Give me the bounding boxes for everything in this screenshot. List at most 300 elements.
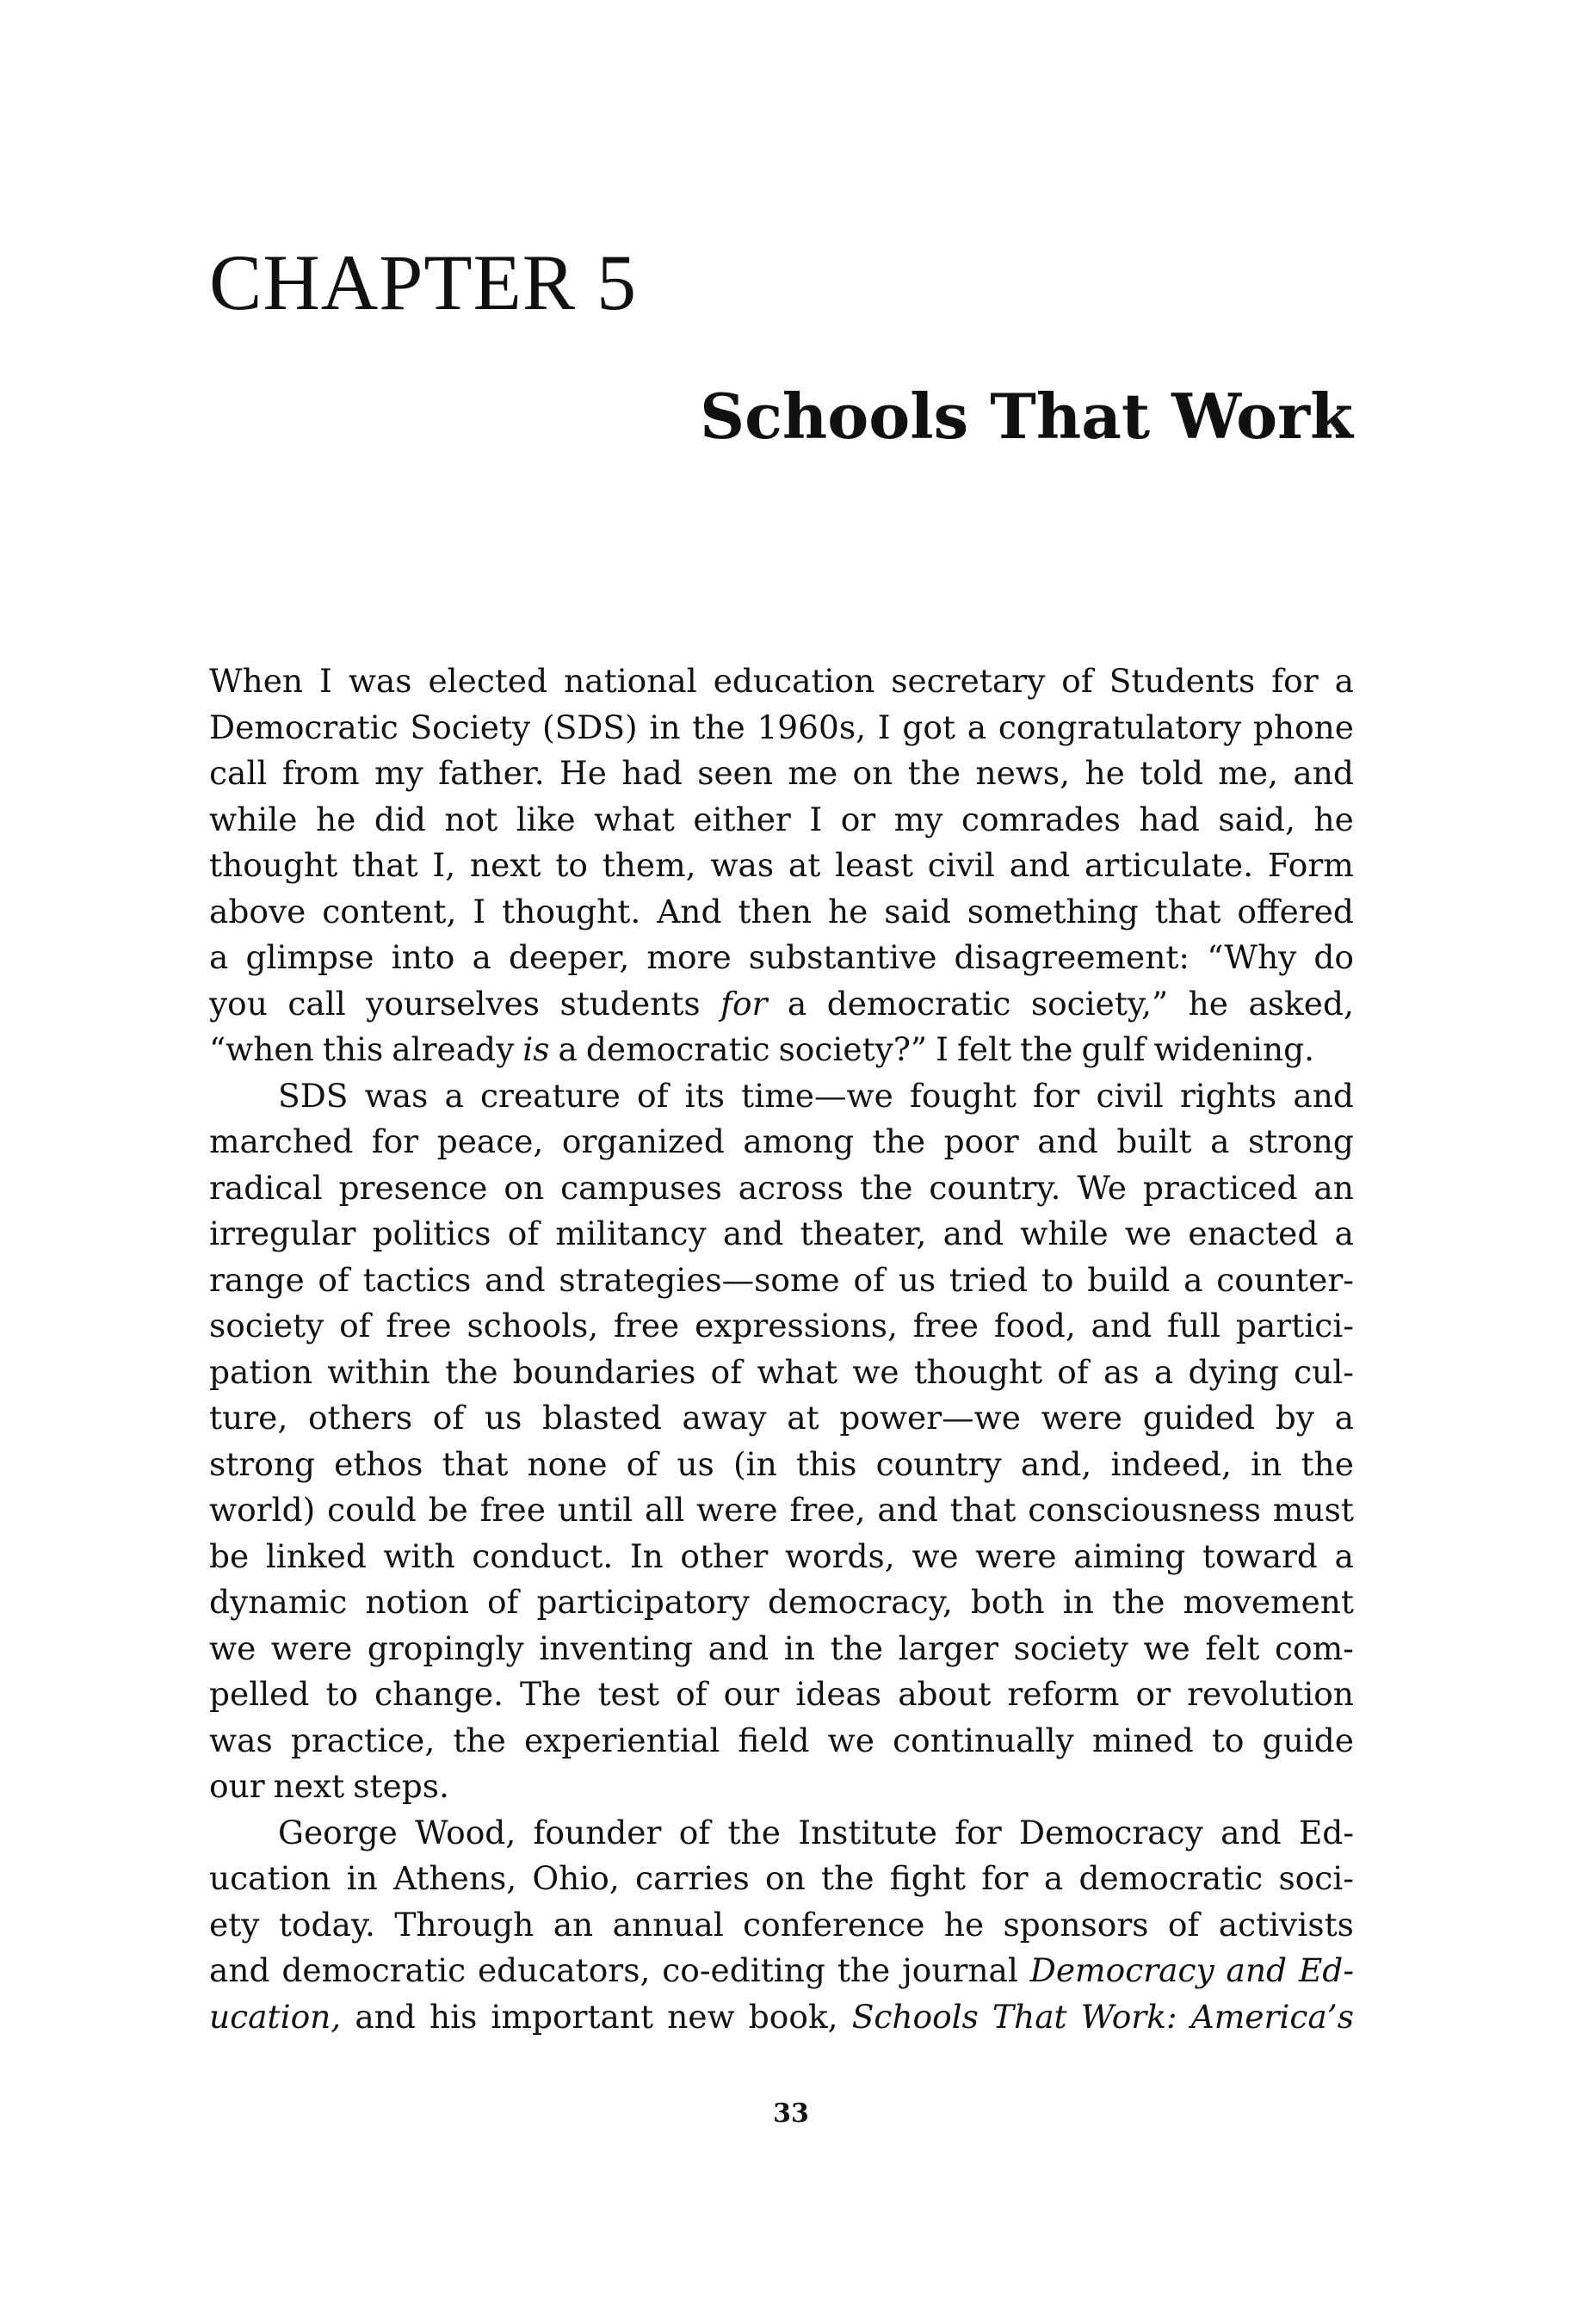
text-line [209,797,1354,844]
body-text [209,658,1354,2040]
word: us [898,1260,936,1299]
word: above [209,892,306,930]
word: glimpse [245,938,374,976]
word: news, [975,754,1071,792]
paragraph [209,658,1354,1073]
word: creature [480,1076,621,1115]
word: articulate. [1084,846,1254,884]
word: already [392,1030,515,1068]
word: inventing [539,1629,694,1667]
text-line [209,1856,1354,1902]
word: com- [1275,1629,1354,1667]
word: cul- [1294,1352,1354,1391]
word: could [327,1491,417,1529]
word: that [442,1444,509,1483]
word: from [281,754,360,792]
word: and [1037,1122,1098,1160]
word: in [1062,1583,1094,1621]
word: both [970,1583,1045,1621]
word: the [837,1951,891,1989]
word: call [209,754,268,792]
word: this [322,1030,384,1068]
word: or [1135,1675,1171,1713]
word: of [507,1215,540,1252]
word: that [949,1491,1017,1529]
text-line [209,1442,1354,1488]
word: call [287,984,346,1023]
word: counter- [1216,1260,1354,1299]
word: a [558,1030,578,1068]
word: practiced [1142,1168,1298,1207]
word: a [1153,1352,1174,1391]
word: a [967,708,987,746]
word: my [893,800,943,838]
word: all [644,1491,685,1529]
word: of [637,1076,669,1115]
word: comrades [961,800,1121,838]
paragraph [209,1073,1354,1810]
word: national [564,662,697,700]
word: a [209,938,229,976]
word: dynamic [209,1583,348,1621]
word: students [559,984,701,1023]
text-line [209,843,1354,889]
text-line [209,705,1354,751]
word: participatory [536,1583,750,1621]
word: we [852,1352,899,1391]
word: we [1124,1215,1172,1252]
word: democratic [585,1030,770,1068]
word: movement [1183,1583,1354,1621]
word: was [364,1076,429,1115]
word: test [597,1675,660,1713]
word: build [1087,1260,1171,1299]
word: steps. [353,1767,449,1805]
word: in [783,1629,816,1667]
word: of [318,1260,349,1299]
word: Society [410,708,531,746]
word: its [684,1076,725,1115]
word: and [485,1260,546,1299]
word: of [1167,1905,1200,1944]
word: of [432,1399,465,1437]
word: in [649,708,681,746]
word: country [875,1444,1002,1483]
word: our [209,1767,265,1805]
word: and [722,1215,784,1252]
word: thought. [502,892,641,930]
word: this [795,1444,857,1483]
word: for [1271,662,1319,700]
word: conduct. [472,1536,614,1575]
word: be [209,1536,250,1575]
word: an [553,1905,594,1944]
paragraph [209,1810,1354,2041]
word: free [912,1307,979,1344]
word: When [209,662,304,700]
word: Democracy [1029,1951,1214,1989]
word: a [1043,1859,1064,1897]
word: poor [943,1122,1019,1160]
word: you [209,984,268,1023]
word: ethos [334,1444,423,1483]
word: on [765,1859,806,1897]
word: new [667,1997,735,2036]
word: “Why [1207,938,1297,976]
text-line [209,889,1354,936]
word: then [738,892,812,930]
word: annual [612,1905,724,1944]
word: Ed- [1298,1951,1354,1989]
word: congratulatory [998,708,1242,746]
word: America’s [1190,1997,1354,2036]
word: the [727,1813,781,1851]
word: what [594,800,675,838]
word: built [1116,1122,1192,1160]
word: reform [1007,1675,1120,1713]
word: or [840,800,876,838]
word: he [943,1905,985,1944]
word: aiming [1073,1536,1186,1575]
word: not [444,800,498,838]
word: pation [209,1352,313,1391]
word: into [391,938,455,976]
text-line [209,1119,1354,1165]
word: of [339,1307,371,1344]
word: SDS [278,1076,349,1115]
word: we [209,1629,256,1667]
text-line [209,1073,1354,1120]
word: had [621,754,683,792]
word: more [646,938,732,976]
word: were [696,1491,778,1529]
word: (in [732,1444,777,1483]
word: is [522,1030,550,1068]
word: in [346,1859,378,1897]
word: seen [697,754,773,792]
word: education [713,662,875,700]
word: politics [372,1215,491,1252]
word: time—we [741,1076,893,1115]
word: founder [533,1813,662,1851]
word: do [1313,938,1354,976]
word: for [371,1122,419,1160]
word: the [1112,1583,1165,1621]
word: deeper, [508,938,630,976]
word: as [1103,1352,1140,1391]
word: irregular [209,1215,356,1252]
word: ideas [795,1675,882,1713]
word: we [912,1536,959,1575]
word: free [386,1307,452,1344]
text-line [209,935,1354,981]
word: content, [322,892,457,930]
word: book, [748,1997,838,2036]
word: an [1313,1168,1354,1207]
word: larger [898,1629,999,1667]
word: the [453,1721,506,1759]
word: I [473,892,486,930]
word: ucation, [209,1997,342,2036]
word: said, [1218,800,1295,838]
word: widening. [1153,1030,1315,1068]
word: practice, [290,1721,436,1759]
word: we [1143,1629,1190,1667]
word: revolution [1187,1675,1354,1713]
word: world) [209,1491,316,1529]
word: indeed, [1110,1444,1232,1483]
word: to [325,1675,359,1713]
word: country. [929,1168,1061,1207]
word: of [1061,662,1093,700]
word: Students [1109,662,1256,700]
word: democratic [826,984,1011,1023]
word: our [723,1675,780,1713]
word: marched [209,1122,354,1160]
word: activists [1218,1905,1354,1944]
word: of [853,1260,885,1299]
text-line [209,1810,1354,1857]
word: And [657,892,722,930]
word: and [942,1215,1004,1252]
word: linked [265,1536,367,1575]
word: field [738,1721,810,1759]
word: gulf [1081,1030,1146,1068]
word: my [374,754,423,792]
word: offered [1237,892,1354,930]
word: was [348,662,412,700]
word: the [445,1352,498,1391]
text-line [209,1994,1354,2041]
word: the [1020,1030,1073,1068]
word: for [1032,1076,1080,1115]
text-line [209,1626,1354,1672]
word: continually [893,1721,1074,1759]
word: the [860,1168,913,1207]
word: That [992,1997,1067,2036]
word: the [821,1859,874,1897]
word: food, [993,1307,1076,1344]
word: what [757,1352,838,1391]
word: boundaries [512,1352,696,1391]
word: and [1293,754,1354,792]
word: be [428,1491,468,1529]
word: was [209,1721,273,1759]
word: of [486,1583,519,1621]
text-line [209,751,1354,797]
word: free [479,1491,546,1529]
word: and, [1020,1444,1092,1483]
word: substantive [748,938,937,976]
word: peace, [436,1122,544,1160]
word: until [557,1491,633,1529]
word: civil [927,846,995,884]
word: journal [902,1951,1018,1989]
word: us [677,1444,714,1483]
word: on [852,754,893,792]
word: Democratic [209,708,399,746]
text-line [209,1350,1354,1396]
word: democratic [281,1951,467,1989]
word: strategies—some [559,1260,840,1299]
word: I [319,662,332,700]
word: he [1188,984,1228,1023]
text-line [209,1165,1354,1212]
text-line [209,1718,1354,1765]
word: and [1009,846,1071,884]
word: strong [209,1444,315,1483]
word: change. [374,1675,504,1713]
word: of [626,1444,658,1483]
word: the [692,708,745,746]
word: He [559,754,607,792]
word: next [469,846,541,884]
word: he [1313,800,1354,838]
word: me [788,754,838,792]
word: a [1210,1122,1230,1160]
word: yourselves [366,984,541,1023]
word: I, [432,846,456,884]
word: a [1334,1215,1354,1252]
word: about [898,1675,992,1713]
word: expressions, [695,1307,898,1344]
word: others [307,1399,413,1437]
word: society [209,1307,324,1344]
word: I [809,800,823,838]
word: 1960s, [757,708,867,746]
word: we [827,1721,874,1759]
word: across [738,1168,844,1207]
word: campuses [560,1168,722,1207]
word: his [429,1997,478,2036]
text-line [209,1902,1354,1949]
word: important [491,1997,654,2036]
word: in [1251,1444,1282,1483]
word: and [1226,1951,1288,1989]
text-line [209,1579,1354,1626]
word: thought [913,1352,1043,1391]
word: enacted [1188,1215,1319,1252]
word: none [527,1444,608,1483]
word: organized [561,1122,725,1160]
word: power—we [839,1399,1021,1437]
word: and [708,1629,769,1667]
word: with [383,1536,455,1575]
word: educators, [477,1951,651,1989]
word: to [1041,1260,1074,1299]
word: me, [1218,754,1278,792]
word: and [877,1491,938,1529]
word: experiential [523,1721,720,1759]
word: Ohio, [532,1859,620,1897]
word: of [710,1352,743,1391]
word: had [1139,800,1200,838]
word: a [1334,1399,1354,1437]
word: us [484,1399,522,1437]
word: conference [743,1905,925,1944]
word: while [1020,1215,1109,1252]
word: range [209,1260,305,1299]
word: society?” [778,1030,928,1068]
word: radical [209,1168,323,1207]
word: ucation [209,1859,331,1897]
word: consciousness [1028,1491,1262,1529]
word: pelled [209,1675,310,1713]
word: to [1211,1721,1245,1759]
word: presence [338,1168,488,1207]
word: a [787,984,807,1023]
word: dying [1188,1352,1279,1391]
word: Through [394,1905,535,1944]
word: either [693,800,791,838]
word: of [1057,1352,1089,1391]
word: mined [1091,1721,1194,1759]
word: were [1041,1399,1123,1437]
word: to [555,846,588,884]
word: blasted [542,1399,662,1437]
text-line [209,1672,1354,1718]
word: at [788,846,821,884]
word: civil [1096,1076,1164,1115]
text-line [209,1487,1354,1534]
word: he [315,800,356,838]
word: In [629,1536,664,1575]
word: the [872,1122,926,1160]
text-line [209,1534,1354,1580]
word: The [520,1675,582,1713]
chapter-label: CHAPTER 5 [209,238,638,326]
text-line [209,658,1354,705]
text-line [209,1395,1354,1442]
word: for [981,1859,1029,1897]
word: toward [1202,1536,1318,1575]
word: guide [1262,1721,1354,1759]
word: on [504,1168,545,1207]
text-line [209,1303,1354,1350]
word: democracy, [768,1583,953,1621]
word: asked, [1248,984,1354,1023]
word: a [1183,1260,1203,1299]
word: a [1334,1536,1354,1575]
word: a [472,938,491,976]
word: away [682,1399,767,1437]
word: schools, [467,1307,599,1344]
word: tried [949,1260,1029,1299]
word: while [209,800,298,838]
word: felt [956,1030,1012,1068]
word: other [680,1536,769,1575]
word: sponsors [1003,1905,1149,1944]
word: he [827,892,868,930]
text-line [209,1027,1354,1073]
word: Wood, [415,1813,516,1851]
text-line [209,981,1354,1028]
word: a [1334,662,1354,700]
word: secretary [891,662,1046,700]
word: We [1077,1168,1127,1207]
word: father. [438,754,545,792]
word: today. [278,1905,375,1944]
chapter-title: Schools That Work [700,380,1353,453]
word: strong [1247,1122,1354,1160]
word: was [710,846,775,884]
word: least [835,846,913,884]
word: fight [889,1859,966,1897]
word: Democracy [1018,1813,1203,1851]
word: words, [784,1536,895,1575]
word: said [884,892,951,930]
word: within [327,1352,430,1391]
